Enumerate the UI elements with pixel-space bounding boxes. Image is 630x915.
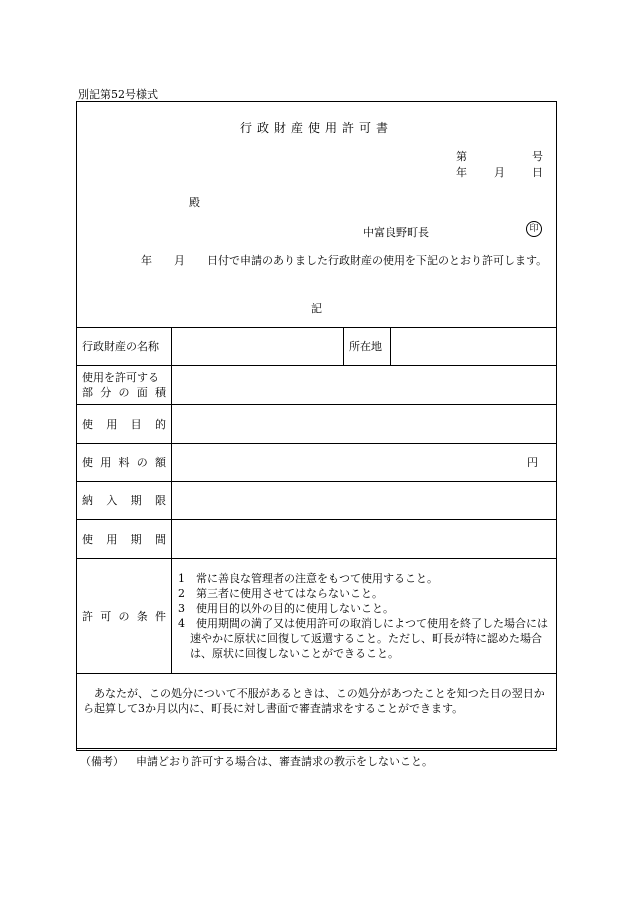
table-row-fee <box>77 444 557 482</box>
condition-item: 1 常に善良な管理者の注意をもつて使用すること。 <box>178 572 438 585</box>
purpose-value[interactable] <box>172 405 557 444</box>
condition-item: 2 第三者に使用させてはならないこと。 <box>178 587 383 600</box>
form-number-label: 別記第52号様式 <box>78 88 158 101</box>
fee-value[interactable] <box>172 444 557 482</box>
location-label: 所在地 <box>344 328 391 366</box>
conditions-label: 許 可 の 条 件 <box>77 559 172 674</box>
document-title: 行政財産使用許可書 <box>239 121 393 135</box>
statement-text: 日付で申請のありました行政財産の使用を下記のとおり許可します。 <box>207 254 548 267</box>
seal-mark: 印 <box>526 221 542 237</box>
table-row-period <box>77 520 557 559</box>
remark-note <box>80 753 433 769</box>
date-year: 年 <box>456 166 467 179</box>
number-suffix: 号 <box>532 150 543 163</box>
table-row-name <box>77 328 557 366</box>
date-day: 日 <box>532 166 543 179</box>
property-name-value[interactable] <box>172 328 344 366</box>
deadline-value[interactable] <box>172 482 557 520</box>
table-row-notice <box>77 674 557 751</box>
fee-label: 使 用 料 の 額 <box>77 444 172 482</box>
table-row-purpose <box>77 405 557 444</box>
statement-year: 年 <box>141 254 152 267</box>
condition-item: 3 使用目的以外の目的に使用しないこと。 <box>178 602 394 615</box>
ki-heading: 記 <box>311 302 322 315</box>
number-prefix: 第 <box>456 150 467 163</box>
permit-statement <box>83 252 553 269</box>
area-label-line1: 使用を許可する <box>82 371 159 384</box>
purpose-label: 使 用 目 的 <box>77 405 172 444</box>
condition-item: 4 使用期間の満了又は使用許可の取消しによつて使用を終了した場合には速やかに原状に回復して返還すること。ただし、町長が特に認めた場合は、原状に回復しないことができること。 <box>178 617 548 660</box>
addressee-honorific: 殿 <box>189 196 200 209</box>
yen-unit: 円 <box>527 456 538 469</box>
period-label: 使 用 期 間 <box>77 520 172 559</box>
permit-form <box>76 101 557 749</box>
table-row-area <box>77 366 557 405</box>
issuer-name: 中富良野町長 <box>363 226 429 239</box>
period-value[interactable] <box>172 520 557 559</box>
conditions-list <box>172 559 557 674</box>
remark-label: （備考） <box>80 755 124 768</box>
detail-table <box>76 327 557 751</box>
appeal-notice: あなたが、この処分について不服があるときは、この処分があつたことを知つた日の翌日から起算して3か月以内に、町長に対し書面で審査請求をすることができます。 <box>77 674 557 751</box>
table-row-conditions <box>77 559 557 674</box>
date-month: 月 <box>494 166 505 179</box>
remark-text: 申請どおり許可する場合は、審査請求の教示をしないこと。 <box>136 755 433 768</box>
statement-month: 月 <box>174 254 185 267</box>
deadline-label: 納 入 期 限 <box>77 482 172 520</box>
area-label-line2: 部 分 の 面 積 <box>82 386 166 399</box>
area-value[interactable] <box>172 366 557 405</box>
location-value[interactable] <box>391 328 557 366</box>
property-name-label: 行政財産の名称 <box>77 328 172 366</box>
area-label <box>77 366 172 405</box>
table-row-deadline <box>77 482 557 520</box>
